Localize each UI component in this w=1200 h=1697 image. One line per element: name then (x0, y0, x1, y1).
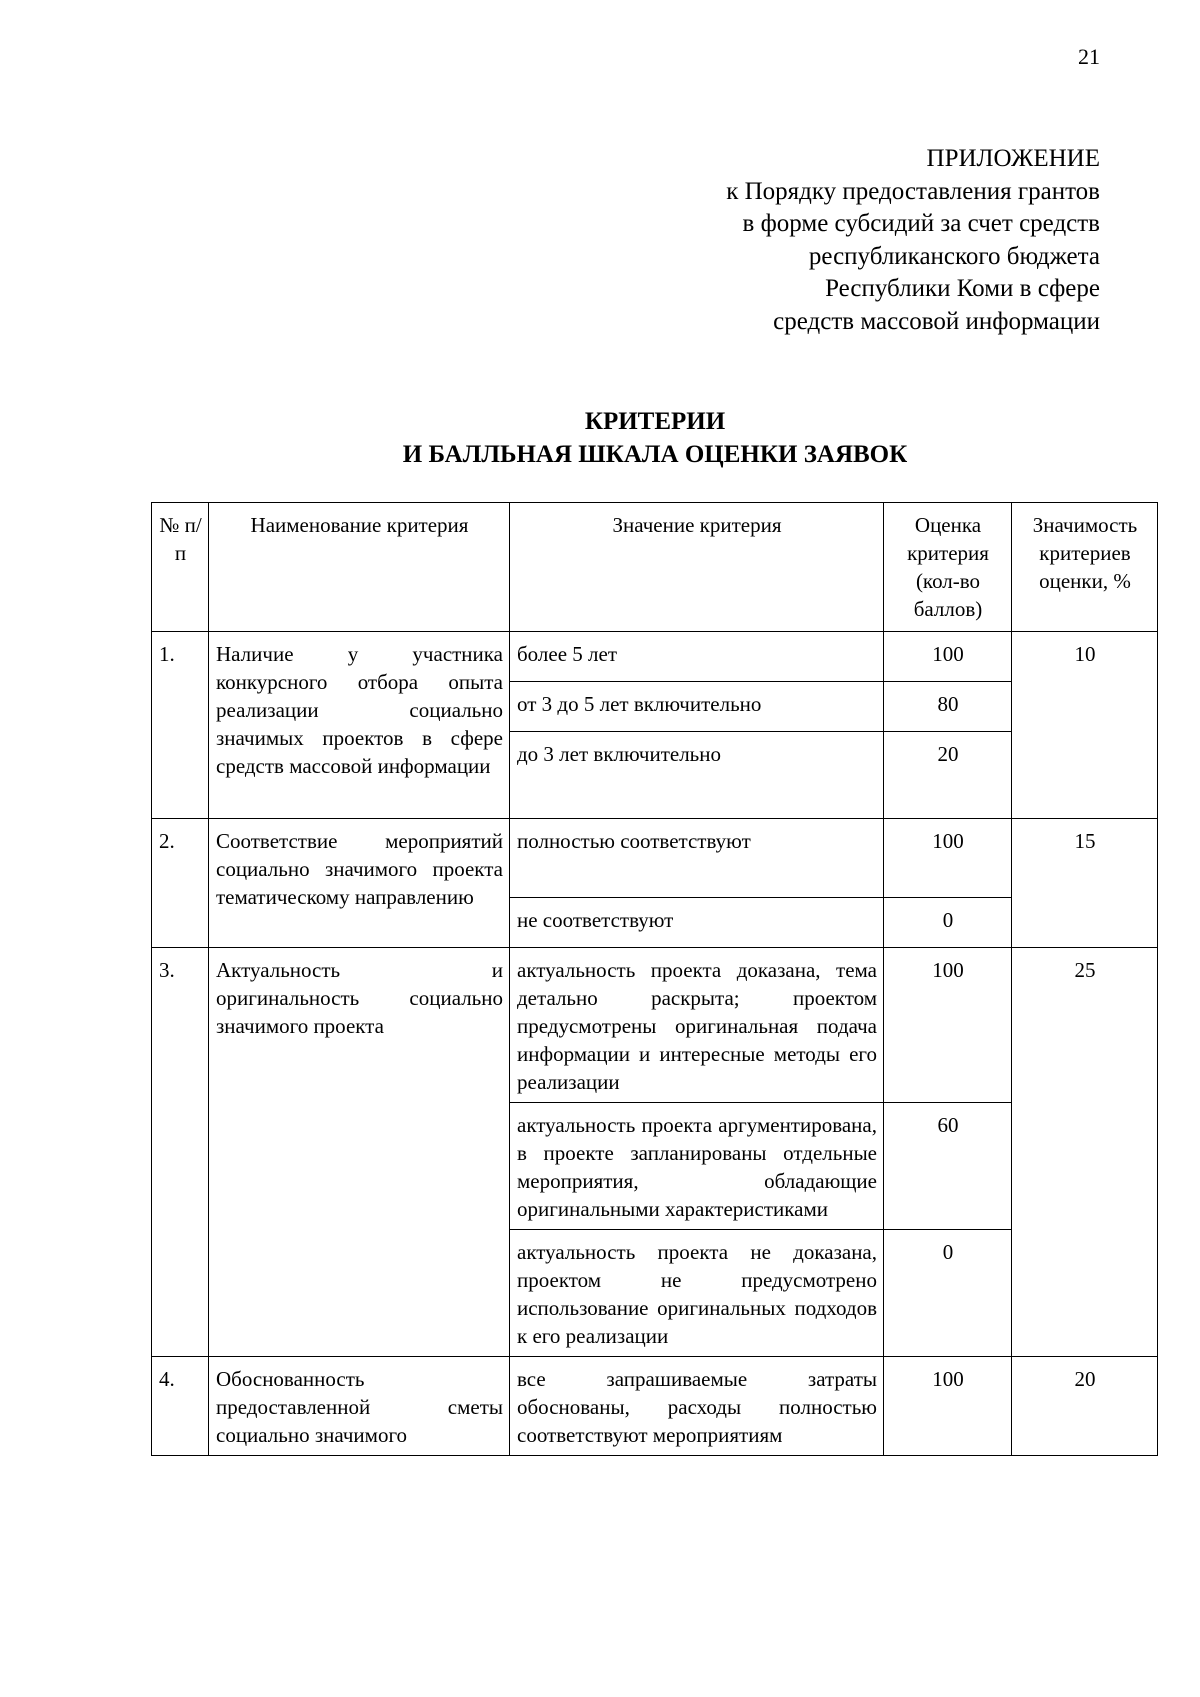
document-title (150, 405, 1160, 471)
criterion-name: Соответствие мероприятий социально значимого проекта тематическому направлению (209, 819, 510, 948)
title-line-1: КРИТЕРИИ (584, 408, 726, 435)
criterion-value: более 5 лет (510, 632, 884, 682)
criterion-weight: 15 (1012, 819, 1158, 948)
criterion-value: актуальность проекта доказана, тема детально раскрыта; проектом предусмотрены оригинальная подача информации и интересные методы его реализации (510, 948, 884, 1103)
page-number: 21 (1078, 44, 1100, 69)
table-row (152, 819, 1158, 898)
criterion-weight: 10 (1012, 632, 1158, 819)
criterion-score: 0 (884, 898, 1012, 948)
criterion-score: 100 (884, 948, 1012, 1103)
criterion-value: не соответствуют (510, 898, 884, 948)
header-weight: Значимость критериев оценки, % (1012, 503, 1158, 632)
appendix-header (560, 143, 1100, 338)
table-row (152, 948, 1158, 1103)
criterion-value: все запрашиваемые затраты обоснованы, расходы полностью соответствуют мероприятиям (510, 1357, 884, 1456)
criterion-score: 20 (884, 732, 1012, 819)
criterion-name: Наличие у участника конкурсного отбора опыта реализации социально значимых проектов в сфере средств массовой информации (209, 632, 510, 819)
criterion-score: 100 (884, 632, 1012, 682)
criterion-weight: 25 (1012, 948, 1158, 1357)
appendix-line: в форме субсидий за счет средств (742, 210, 1100, 237)
header-value: Значение критерия (510, 503, 884, 632)
title-line-2: И БАЛЛЬНАЯ ШКАЛА ОЦЕНКИ ЗАЯВОК (402, 441, 908, 468)
table-row (152, 632, 1158, 682)
header-score: Оценка критерия (кол-во баллов) (884, 503, 1012, 632)
appendix-line: средств массовой информации (773, 307, 1100, 335)
appendix-line: ПРИЛОЖЕНИЕ (926, 145, 1100, 172)
criterion-num: 3. (152, 948, 209, 1357)
criterion-score: 60 (884, 1103, 1012, 1230)
criterion-score: 80 (884, 682, 1012, 732)
criterion-score: 100 (884, 1357, 1012, 1456)
criterion-num: 1. (152, 632, 209, 819)
criterion-num: 2. (152, 819, 209, 948)
appendix-line: Республики Коми в сфере (825, 275, 1100, 302)
criterion-name: Актуальность и оригинальность социально значимого проекта (209, 948, 510, 1357)
header-name: Наименование критерия (209, 503, 510, 632)
appendix-line: республиканского бюджета (808, 242, 1100, 270)
criterion-name: Обоснованность предоставленной сметы социально значимого (209, 1357, 510, 1456)
header-row (152, 503, 1158, 632)
criterion-score: 0 (884, 1230, 1012, 1357)
criterion-value: от 3 до 5 лет включительно (510, 682, 884, 732)
criterion-value: актуальность проекта не доказана, проектом не предусмотрено использование оригинальных подходов к его реализации (510, 1230, 884, 1357)
criterion-num: 4. (152, 1357, 209, 1456)
criterion-value: до 3 лет включительно (510, 732, 884, 819)
header-num: № п/п (152, 503, 209, 632)
criteria-table (151, 502, 1158, 1456)
criterion-score: 100 (884, 819, 1012, 898)
criterion-value: актуальность проекта аргументирована, в проекте запланированы отдельные мероприятия, обладающие оригинальными характеристиками (510, 1103, 884, 1230)
criterion-value: полностью соответствуют (510, 819, 884, 898)
table-row (152, 1357, 1158, 1456)
appendix-line: к Порядку предоставления грантов (726, 177, 1100, 205)
criterion-weight: 20 (1012, 1357, 1158, 1456)
